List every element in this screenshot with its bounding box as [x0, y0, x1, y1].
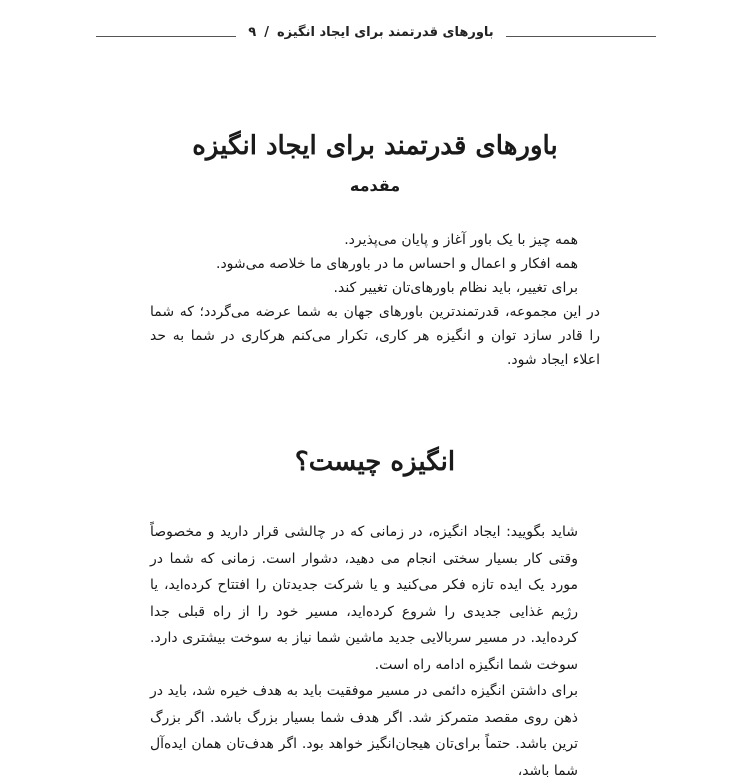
page-number: ۹	[248, 25, 257, 40]
running-title: باورهای قدرتمند برای ایجاد انگیزه	[276, 25, 494, 40]
chapter-title: باورهای قدرتمند برای ایجاد انگیزه	[192, 131, 558, 161]
intro-line: همه افکار و اعمال و احساس ما در باورهای ما خلاصه می‌شود.	[216, 256, 578, 272]
header-rule-right	[506, 36, 656, 37]
intro-line: برای تغییر، باید نظام باورهای‌تان تغییر کند.	[333, 280, 578, 296]
intro-line: همه چیز با یک باور آغاز و پایان می‌پذیرد.	[344, 232, 578, 248]
section-title: انگیزه چیست؟	[294, 447, 456, 477]
header-separator: /	[264, 25, 269, 40]
intro-block	[150, 228, 600, 372]
running-head	[236, 25, 506, 40]
body-paragraph: شاید بگویید: ایجاد انگیزه، در زمانی که در چالشی قرار دارید و مخصوصاً وقتی کار بسیار سختی انجام می دهید، دشوار است. زمانی که شما در مورد یک ایده تازه فکر می‌کنید و یا شرکت جدیدتان را افتتاح کرده‌اید، یا رژیم غذایی جدیدی را شروع کرده‌اید، مسیر خود را از راه قبلی جدا کرده‌اید. در مسیر سربالایی جدید ماشین شما نیاز به سوخت بیشتری دارد. سوخت شما انگیزه ادامه راه است.	[150, 524, 578, 673]
header-rule-left	[96, 36, 236, 37]
section-body	[150, 519, 600, 784]
chapter-subtitle: مقدمه	[349, 176, 401, 195]
body-paragraph: برای داشتن انگیزه دائمی در مسیر موفقیت باید به هدف خیره شد، باید در ذهن روی مقصد متمرکز شد. اگر هدف شما بسیار بزرگ باشد. اگر بزرگ ترین باشد. حتماً برای‌تان هیجان‌انگیز خواهد بود. اگر هدف‌تان همان ایده‌آل شما باشد،	[150, 683, 578, 779]
intro-paragraph: در این مجموعه، قدرتمندترین باورهای جهان به شما عرضه می‌گردد؛ که شما را قادر سازد توان و انگیزه هر کاری، تکرار می‌کنم هرکاری در شما به حد اعلاء ایجاد شود.	[150, 304, 600, 368]
